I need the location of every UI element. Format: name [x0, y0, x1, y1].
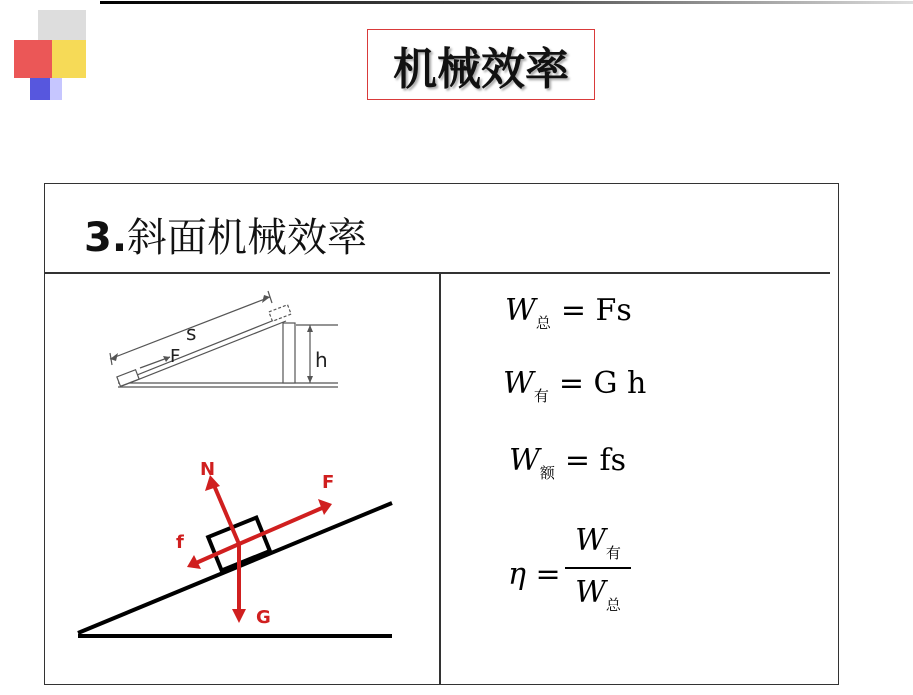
section-number: 3.	[84, 215, 128, 261]
slide-title: 机械效率	[367, 29, 595, 100]
fraction-numerator: $W_有$	[575, 523, 621, 562]
section-heading	[84, 206, 367, 263]
useful-work-formula: $W_有 = G$ h	[503, 366, 647, 405]
efficiency-lhs: η =	[508, 557, 561, 592]
force-diagram	[70, 455, 410, 645]
force-label: F	[170, 346, 181, 367]
fraction-bar	[565, 567, 631, 569]
fraction-denominator: $W_总$	[575, 574, 621, 614]
corner-decoration	[0, 0, 110, 110]
heading-divider	[44, 272, 830, 274]
normal-force-label: N	[200, 459, 216, 480]
extra-work-formula: $W_额$ = fs	[509, 443, 627, 482]
section-title: 斜面机械效率	[127, 215, 368, 261]
distance-label: s	[186, 321, 197, 345]
applied-force-label: F	[322, 472, 335, 493]
efficiency-fraction	[565, 523, 631, 615]
height-label: h	[315, 348, 328, 372]
incline-diagram	[100, 285, 350, 395]
gravity-label: G	[256, 607, 271, 628]
column-divider	[439, 272, 441, 685]
total-work-formula: $W_总 = Fs$	[505, 293, 632, 332]
friction-label: f	[176, 532, 184, 553]
top-rule	[100, 1, 913, 4]
